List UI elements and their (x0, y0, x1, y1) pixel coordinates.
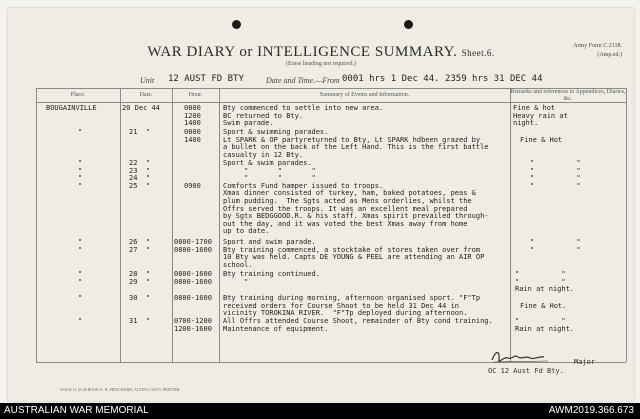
caption-institution: AUSTRALIAN WAR MEMORIAL (4, 405, 149, 416)
entry-remarks: Fine & Hot (520, 136, 563, 144)
entry-summary: All Offrs attended Course Shoot, remainder of Bty cond training. Maintenance of equipment. (223, 317, 493, 333)
unit-value: 12 AUST FD BTY (168, 74, 244, 84)
entry-summary: Sport & swim parades. " " " " " " Comforts Fund hamper issued to troops. Xmas dinner consisted of turkey, ham, baked potatoes, peas & plum pudding. The Sgts acted as Mens orderlies, whilst the Offrs served the troops. It was an excellent meal prepared by Sgtx BEDGGOOD.R. & his staff. Xmas spirit prevailed through- out the day, and it was voted the best Xmas away from home up to date. (223, 159, 489, 236)
entry-date: 20 Dec 44 (122, 104, 160, 112)
entry-summary: Bty training continued. " (223, 270, 320, 286)
entry-remarks: " " " " " " " " (530, 159, 581, 190)
entry-hour: 0800-1600 (174, 294, 212, 302)
punch-hole (232, 20, 241, 29)
entry-remarks: " " " " Rain at night. (515, 270, 575, 294)
header-date: Date. (139, 92, 153, 98)
entry-hour: 0800-1600 0800-1600 (174, 270, 212, 286)
signature-rank: Major (574, 358, 596, 366)
entry-date: 22 " 23 " 24 " 25 " (129, 159, 151, 190)
caption-accession: AWM2019.366.673 (548, 405, 634, 416)
date-time-value: 0001 hrs 1 Dec 44. 2359 hrs 31 DEC 44 (342, 74, 543, 84)
header-summary: Summary of Events and Information. (319, 92, 410, 98)
column-rule (120, 88, 121, 362)
entry-hour: 0700-1200 1200-1600 (174, 317, 212, 333)
army-form-label: Army Form C.2118. (Amp.ed.) (573, 43, 622, 58)
entry-place: " (78, 317, 83, 325)
handwritten-signature (490, 348, 550, 366)
entry-hour: 0900 (184, 181, 201, 190)
entry-date: 21 " (129, 128, 151, 136)
unit-label: Unit (140, 76, 155, 85)
entry-date: 26 " 27 " (129, 238, 151, 254)
diary-sheet (8, 8, 634, 401)
entry-place: " " (78, 238, 83, 254)
entry-place: " (78, 128, 83, 136)
printer-note: W4162 11.43 40 BOOK A. H. PRITCHARD, ACTING GOVT. PRINTER. (60, 387, 181, 392)
column-rule (510, 88, 511, 362)
erase-note: (Erase heading not required.) (286, 61, 356, 67)
column-rule (626, 88, 627, 362)
entry-date: 30 " (129, 294, 151, 302)
entry-place: " " " " (78, 159, 83, 190)
signature-unit: OC 12 Aust Fd Bty. (488, 367, 564, 375)
entry-hour: 0800 1200 1400 (184, 104, 201, 128)
entry-hour: 0800 1400 (184, 128, 201, 144)
diary-title: WAR DIARY or INTELLIGENCE SUMMARY. Sheet.6. (147, 44, 495, 60)
entry-summary: Sport & swimming parades. Lt SPARK & OP partyreturned to Bty, Lt SPARK hdbeen grazed by a bullet on the back of the Left Hand. This is the first battle casualty in 12 Bty. (223, 128, 489, 159)
entry-hour: 0800-1700 0800-1600 (174, 238, 212, 254)
entry-remarks: Fine & Hot. (520, 302, 567, 310)
entry-summary: Sport and swim parade. Bty training commenced, a stocktake of stores taken over from 10 Bty was held. Capts DE YOUNG & PEEL are attending an AIR OP school. (223, 238, 485, 269)
column-rule (219, 88, 220, 362)
column-rule (172, 88, 173, 362)
header-remarks: Remarks and references to Appendices, Diaries, &c. (510, 89, 626, 102)
entry-summary: Bty commenced to settle into new area. BC returned to Bty. Swim parade. (223, 104, 384, 128)
entry-remarks: Fine & hot Heavy rain at night. (513, 104, 568, 128)
entry-remarks: " " Rain at night. (515, 317, 575, 333)
entry-summary: Bty training during morning, afternoon organised sport. "F"Tp received orders for Course Shoot to be held 31 Dec 44 in vicinity TOROKINA RIVER. "F"Tp deployed during afternoon. (223, 294, 481, 318)
entry-date: 28 " 29 " (129, 270, 151, 286)
entry-remarks: " " " " (530, 238, 581, 254)
entry-date: 31 " (129, 317, 151, 325)
column-rule (36, 88, 37, 362)
entry-place: BOUGAINVILLE (46, 104, 97, 112)
header-place: Place. (70, 92, 86, 98)
entry-place: " " (78, 270, 83, 286)
punch-hole (404, 20, 413, 29)
caption-bar (0, 403, 640, 419)
entry-place: " (78, 294, 83, 302)
header-hour: Hour. (188, 92, 203, 98)
date-time-label: Date and Time.—From (266, 76, 340, 85)
